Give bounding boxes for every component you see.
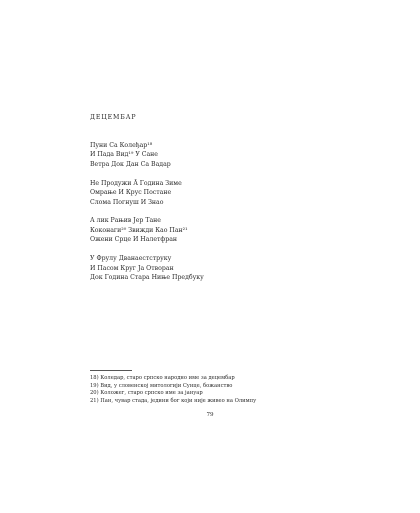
page-number: 79: [206, 412, 214, 418]
poem-line: Ветра Док Дан Са Вадар: [90, 160, 171, 168]
stanza: [90, 179, 204, 207]
poem-line: Ожени Срце И Налетфран: [90, 236, 178, 244]
poem-line: А лик Рањив Јер Тане: [90, 217, 161, 225]
stanza: [90, 216, 204, 244]
poem-line: И Пасом Круг Ја Отворан: [90, 264, 174, 272]
poem-line: И Пада Вид¹⁹ У Сане: [90, 151, 158, 159]
poem-line: У Фрулу Дванаестструку: [90, 255, 172, 263]
footnote: 19) Вид, у словенској митологији Сунце, божанство: [90, 382, 233, 389]
poem-line: Док Година Стара Ниње Предбуку: [90, 273, 204, 281]
footnote: 20) Коложег, старо српско име за јануар: [90, 390, 203, 397]
footnote: 18) Коледар, старо српско народно име за децембар: [90, 375, 235, 381]
poem-line: Пуни Са Колеђар¹⁸: [90, 142, 153, 149]
stanza: [90, 254, 204, 282]
poem-line: Не Продужи Ā Година Зиме: [90, 179, 182, 187]
footnotes: [90, 375, 256, 405]
footnote-separator: [90, 370, 132, 371]
poem-line: Омрање И Крус Постане: [90, 189, 172, 197]
poem-title: ДЕЦЕМБАР: [90, 114, 137, 121]
footnote: 21) Пан, чувар стада, једини бог који није живео на Олимпу: [90, 397, 257, 404]
poem-line: Коконаги²⁰ Звижди Као Пан²¹: [90, 226, 188, 234]
poem-line: Слома Погнуш И Знао: [90, 198, 164, 206]
stanza: [90, 141, 204, 169]
poem-body: [90, 141, 204, 292]
